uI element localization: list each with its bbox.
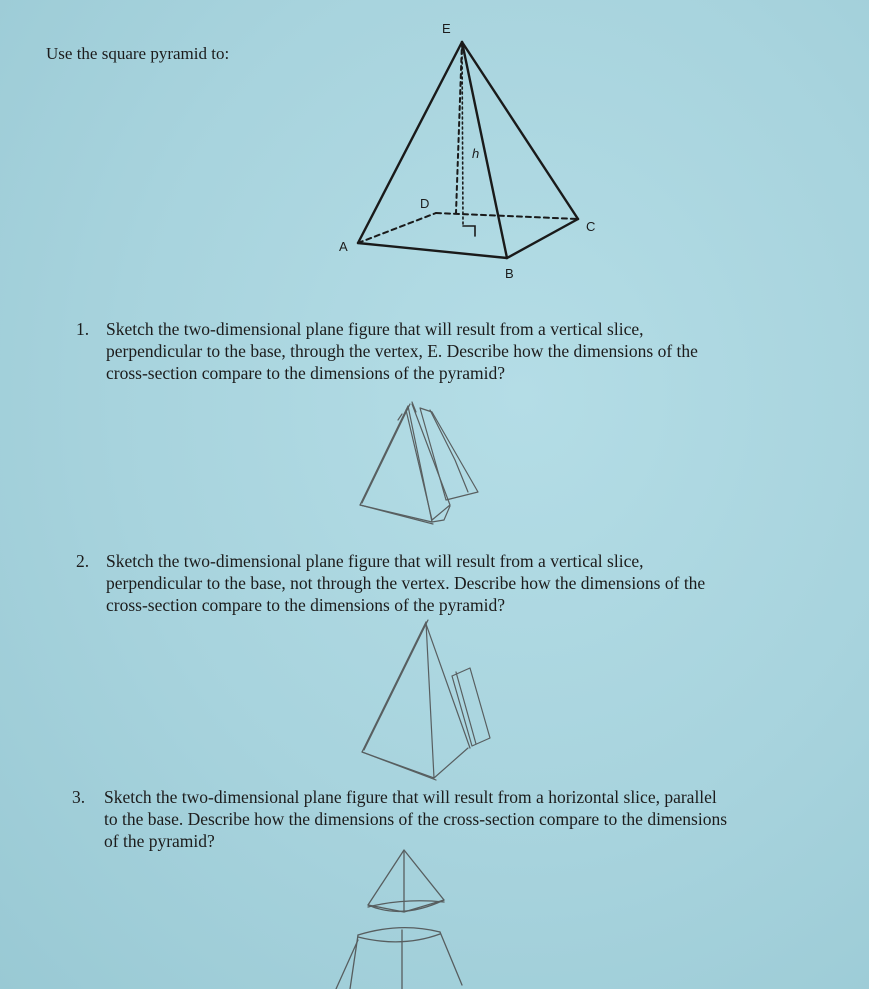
label-corner-d: D <box>420 196 430 211</box>
question-text <box>104 786 834 852</box>
edge-ea <box>358 42 462 243</box>
edge-bc <box>507 219 578 258</box>
question-number: 3. <box>72 787 86 807</box>
question-line: cross-section compare to the dimensions of the pyramid? <box>106 595 505 615</box>
question-line: perpendicular to the base, not through the vertex. Describe how the dimensions of the <box>106 573 706 593</box>
question-text <box>106 550 826 616</box>
right-angle-mark <box>463 226 475 236</box>
edge-ad <box>358 213 436 243</box>
intro-text: Use the square pyramid to: <box>46 44 230 63</box>
edge-ed <box>456 42 462 213</box>
question-line: Sketch the two-dimensional plane figure that will result from a vertical slice, <box>106 319 644 339</box>
label-corner-c: C <box>586 219 596 234</box>
question-text <box>106 318 826 384</box>
height-line <box>462 42 463 224</box>
question-line: cross-section compare to the dimensions of the pyramid? <box>106 363 505 383</box>
edge-ab <box>358 243 507 258</box>
question-line: to the base. Describe how the dimensions of the cross-section compare to the dimensions <box>104 809 728 829</box>
label-height-h: h <box>472 146 480 161</box>
label-corner-a: A <box>339 239 348 254</box>
question-line: of the pyramid? <box>104 831 215 851</box>
edge-ec <box>462 42 578 219</box>
question-number: 2. <box>76 551 90 571</box>
question-line: Sketch the two-dimensional plane figure that will result from a vertical slice, <box>106 551 644 571</box>
edge-dc <box>436 213 578 219</box>
label-vertex-e: E <box>442 21 451 36</box>
question-line: Sketch the two-dimensional plane figure that will result from a horizontal slice, parallel <box>104 787 717 807</box>
edge-eb <box>462 42 507 258</box>
label-corner-b: B <box>505 266 514 281</box>
question-line: perpendicular to the base, through the vertex, E. Describe how the dimensions of the <box>106 341 698 361</box>
question-number: 1. <box>76 319 90 339</box>
